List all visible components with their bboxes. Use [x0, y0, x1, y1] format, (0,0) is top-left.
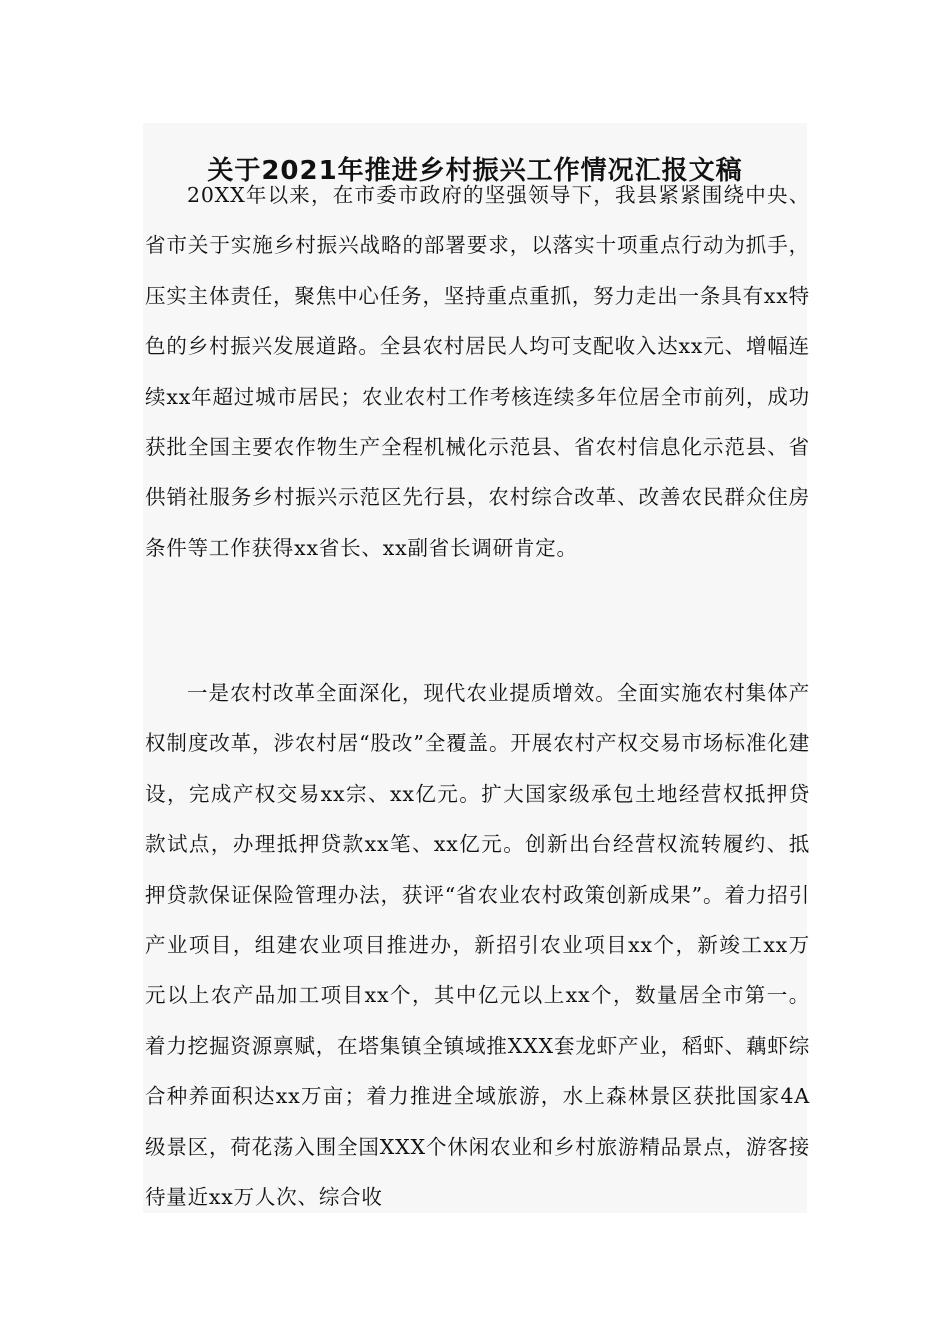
document-title: 关于2021年推进乡村振兴工作情况汇报文稿	[207, 156, 743, 187]
paragraph-intro: 20XX年以来，在市委市政府的坚强领导下，我县紧紧围绕中央、省市关于实施乡村振兴战略的部署要求，以落实十项重点行动为抓手，压实主体责任，聚焦中心任务，坚持重点重抓，努力走出一条具有xx特色的乡村振兴发展道路。全县农村居民人均可支配收入达xx元、增幅连续xx年超过城市居民；农业农村工作考核连续多年位居全市前列，成功获批全国主要农作物生产全程机械化示范县、省农村信息化示范县、省供销社服务乡村振兴示范区先行县，农村综合改革、改善农民群众住房条件等工作获得xx省长、xx副省长调研肯定。	[145, 183, 810, 560]
paragraph-rural-reform: 一是农村改革全面深化，现代农业提质增效。全面实施农村集体产权制度改革，涉农村居“股改”全覆盖。开展农村产权交易市场标准化建设，完成产权交易xx宗、xx亿元。扩大国家级承包土地经营权抵押贷款试点，办理抵押贷款xx笔、xx亿元。创新出台经营权流转履约、抵押贷款保证保险管理办法，获评“省农业农村政策创新成果”。着力招引产业项目，组建农业项目推进办，新招引农业项目xx个，新竣工xx万元以上农产品加工项目xx个，其中亿元以上xx个，数量居全市第一。着力挖掘资源禀赋，在塔集镇全镇域推XXX套龙虾产业，稻虾、藕虾综合种养面积达xx万亩；着力推进全域旅游，水上森林景区获批国家4A级景区，荷花荡入围全国XXX个休闲农业和乡村旅游精品景点，游客接待量近xx万人次、综合收	[145, 681, 810, 1210]
